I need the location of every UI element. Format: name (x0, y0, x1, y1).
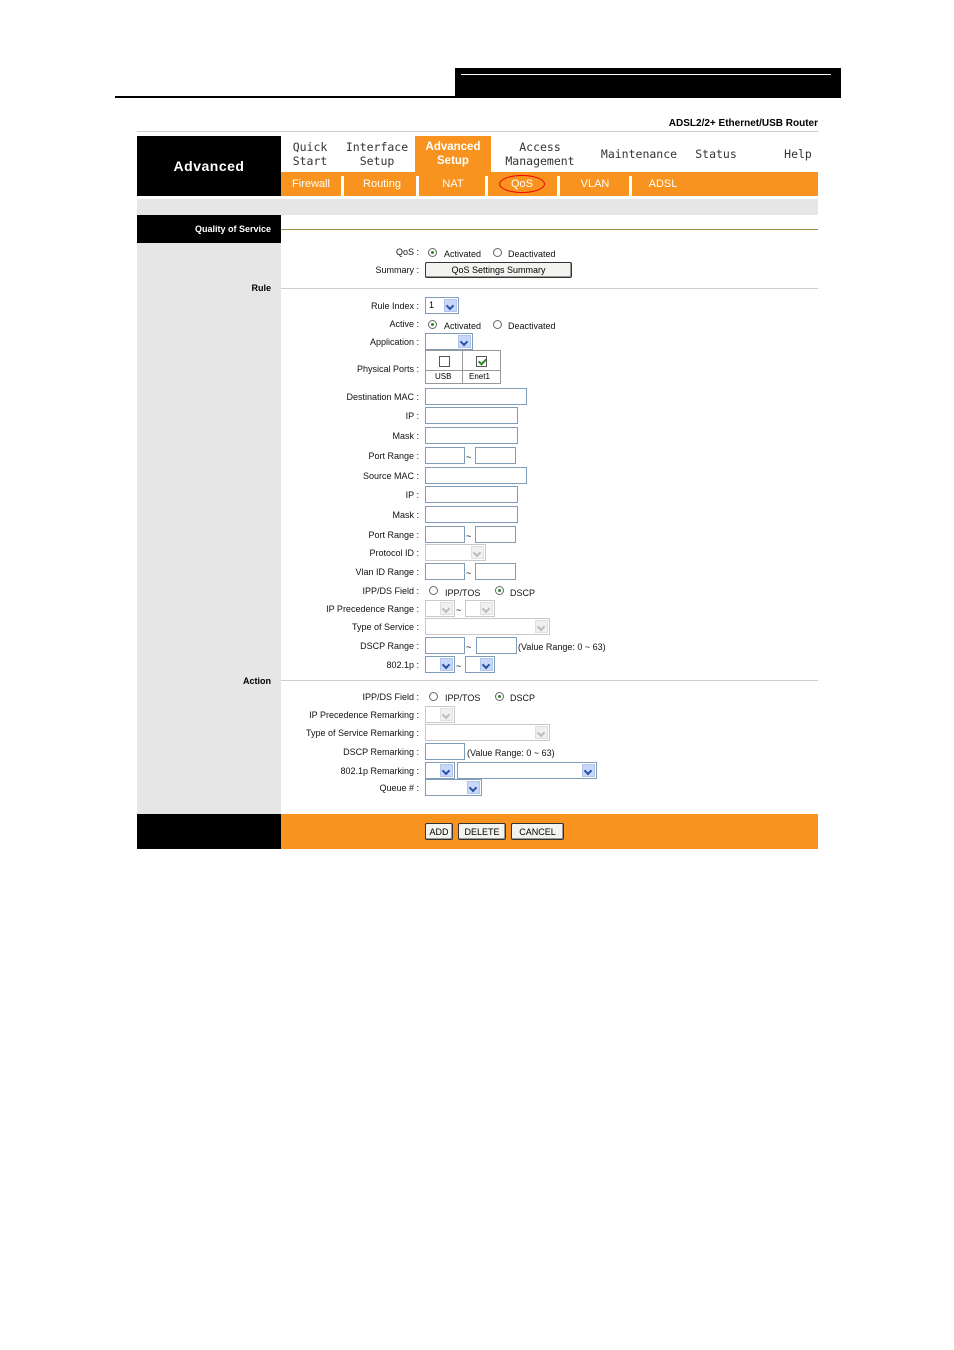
vlan-id-range-label: Vlan ID Range : (355, 567, 419, 577)
active-deactivated-text: Deactivated (508, 321, 556, 331)
chevron-down-icon (440, 658, 453, 671)
ip-precedence-start-select[interactable] (425, 600, 455, 617)
dest-mac-input[interactable] (425, 388, 527, 405)
chevron-down-icon (458, 335, 471, 348)
action-pptos-text: IPP/TOS (445, 693, 481, 703)
chevron-down-icon (471, 546, 484, 559)
dscp-remarking-hint: (Value Range: 0 ~ 63) (467, 748, 555, 758)
chevron-down-icon (440, 764, 453, 777)
left-panel (137, 215, 281, 814)
range-separator: ~ (456, 661, 462, 671)
cancel-button[interactable]: CANCEL (511, 823, 564, 840)
rule-index-value: 1 (429, 300, 435, 310)
subtab-firewall[interactable]: Firewall (292, 178, 330, 190)
chevron-down-icon (444, 299, 457, 312)
dscp-range-hint: (Value Range: 0 ~ 63) (518, 642, 606, 652)
dscp-remarking-input[interactable] (425, 743, 465, 760)
tab-interface-setup[interactable] (339, 136, 415, 172)
tos-remarking-select[interactable] (425, 724, 550, 741)
port-usb-checkbox[interactable] (439, 356, 450, 367)
ip-precedence-remarking-label: IP Precedence Remarking : (309, 710, 419, 720)
dscp-start-input[interactable] (425, 637, 465, 654)
8021p-remarking-label: 802.1p Remarking : (340, 766, 419, 776)
ip-precedence-end-select[interactable] (465, 600, 495, 617)
dest-ip-label: IP : (405, 411, 419, 421)
range-separator: ~ (466, 531, 472, 541)
src-port-start-input[interactable] (425, 526, 465, 543)
protocol-id-label: Protocol ID : (369, 548, 419, 558)
tab-label-line2: Setup (359, 154, 395, 168)
8021p-remarking-select[interactable] (425, 762, 455, 779)
document-header-bar (455, 68, 841, 96)
range-separator: ~ (466, 642, 472, 652)
chevron-down-icon (480, 602, 493, 615)
chevron-down-icon (582, 764, 595, 777)
dscp-range-label: DSCP Range : (360, 641, 419, 651)
action-divider (281, 680, 818, 681)
rule-index-label: Rule Index : (370, 301, 419, 311)
application-select[interactable] (425, 333, 473, 350)
action-section-label: Action (243, 676, 271, 686)
8021p-end-select[interactable] (465, 656, 495, 673)
action-dscp-text: DSCP (510, 693, 536, 703)
physical-ports-table (425, 350, 501, 384)
rule-divider (281, 288, 818, 289)
src-ip-label: IP : (405, 490, 419, 500)
tab-label: Status (695, 147, 737, 161)
title-rule (281, 229, 818, 230)
action-pptos-radio[interactable] (429, 692, 438, 701)
tab-label-line1: Access (519, 140, 561, 154)
tos-remarking-label: Type of Service Remarking : (305, 728, 419, 738)
port-enet1-label: Enet1 (469, 372, 490, 381)
rule-pptos-text: IPP/TOS (445, 588, 481, 598)
rule-index-select[interactable] (425, 297, 459, 314)
rule-ippds-label: IPP/DS Field : (362, 586, 419, 596)
src-mac-label: Source MAC : (362, 471, 419, 481)
tab-help[interactable] (771, 136, 825, 172)
8021p-label: 802.1p : (386, 660, 419, 670)
port-cell-divider (426, 370, 463, 371)
src-ip-input[interactable] (425, 486, 518, 503)
page-title: Quality of Service (137, 215, 281, 243)
product-divider (137, 131, 818, 132)
subtab-routing[interactable]: Routing (363, 178, 401, 190)
rule-dscp-radio[interactable] (495, 586, 504, 595)
tab-label-line1: Quick (292, 140, 328, 154)
port-usb-label: USB (435, 372, 452, 381)
delete-button[interactable]: DELETE (458, 823, 506, 840)
active-label: Active : (389, 319, 419, 329)
tab-status[interactable] (689, 136, 743, 172)
ip-precedence-range-label: IP Precedence Range : (326, 604, 419, 614)
document-header-rule (115, 96, 841, 98)
dscp-end-input[interactable] (476, 637, 517, 654)
src-mac-input[interactable] (425, 467, 527, 484)
port-usb-cell (426, 351, 463, 383)
queue-select[interactable] (425, 779, 482, 796)
chevron-down-icon (440, 708, 453, 721)
qos-activated-text: Activated (444, 249, 482, 259)
type-of-service-select[interactable] (425, 618, 550, 635)
chevron-down-icon (535, 620, 548, 633)
dest-port-end-input[interactable] (475, 447, 516, 464)
chevron-down-icon (535, 726, 548, 739)
dest-mask-input[interactable] (425, 427, 518, 444)
tab-quick-start[interactable] (281, 136, 339, 172)
type-of-service-label: Type of Service : (351, 622, 419, 632)
tab-label-line2: Management (505, 154, 575, 168)
tab-label-line2: Setup (437, 155, 469, 167)
qos-settings-summary-button[interactable]: QoS Settings Summary (425, 262, 572, 278)
tab-label-line1: Interface (345, 140, 409, 154)
active-activated-radio[interactable] (428, 320, 437, 329)
rule-dscp-text: DSCP (510, 588, 536, 598)
tab-label-line2: Start (292, 154, 328, 168)
range-separator: ~ (466, 568, 472, 578)
qos-deactivated-text: Deactivated (508, 249, 556, 259)
port-enet1-cell (463, 351, 500, 383)
queue-label: Queue # : (379, 783, 419, 793)
src-mask-label: Mask : (392, 510, 419, 520)
add-button[interactable]: ADD (425, 823, 453, 840)
dest-mac-label: Destination MAC : (346, 392, 419, 402)
tab-label: Help (784, 147, 812, 161)
active-activated-text: Activated (444, 321, 482, 331)
8021p-remarking-value-select[interactable] (457, 762, 597, 779)
document-header-line (461, 74, 831, 75)
qos-label: QoS : (395, 247, 419, 257)
qos-activated-radio[interactable] (428, 248, 437, 257)
subtab-vlan[interactable]: VLAN (580, 178, 610, 190)
spacer-band (137, 199, 818, 215)
subtab-qos[interactable]: QoS (510, 178, 533, 190)
dest-port-start-input[interactable] (425, 447, 465, 464)
src-port-range-label: Port Range : (368, 530, 419, 540)
qos-deactivated-radio[interactable] (493, 248, 502, 257)
action-dscp-radio[interactable] (495, 692, 504, 701)
application-label: Application : (369, 337, 419, 347)
qos-highlight-circle (499, 175, 545, 193)
port-enet1-checkbox[interactable] (476, 356, 487, 367)
dscp-remarking-label: DSCP Remarking : (343, 747, 419, 757)
rule-section-label: Rule (251, 283, 271, 293)
chevron-down-icon (467, 781, 480, 794)
ip-precedence-remarking-select[interactable] (425, 706, 455, 723)
subtab-nat[interactable]: NAT (442, 178, 464, 190)
active-deactivated-radio[interactable] (493, 320, 502, 329)
vlan-end-input[interactable] (475, 563, 516, 580)
summary-label: Summary : (375, 265, 419, 275)
tab-label: Maintenance (600, 147, 678, 161)
vlan-start-input[interactable] (425, 563, 465, 580)
src-mask-input[interactable] (425, 506, 518, 523)
port-cell-divider (463, 370, 500, 371)
range-separator: ~ (466, 452, 472, 462)
tab-access-management[interactable] (491, 136, 589, 172)
dest-ip-input[interactable] (425, 407, 518, 424)
src-port-end-input[interactable] (475, 526, 516, 543)
tab-maintenance[interactable] (589, 136, 689, 172)
dest-mask-label: Mask : (392, 431, 419, 441)
tab-label-line1: Advanced (425, 141, 481, 153)
physical-ports-label: Physical Ports : (356, 364, 419, 374)
tab-advanced-setup[interactable] (415, 136, 491, 172)
protocol-id-select[interactable] (425, 544, 486, 561)
action-ippds-label: IPP/DS Field : (362, 692, 419, 702)
chevron-down-icon (480, 658, 493, 671)
subtab-adsl[interactable]: ADSL (648, 178, 678, 190)
rule-pptos-radio[interactable] (429, 586, 438, 595)
chevron-down-icon (440, 602, 453, 615)
product-name: ADSL2/2+ Ethernet/USB Router (668, 118, 818, 129)
footer-left (137, 814, 281, 849)
8021p-start-select[interactable] (425, 656, 455, 673)
range-separator: ~ (456, 605, 462, 615)
dest-port-range-label: Port Range : (368, 451, 419, 461)
section-title: Advanced (137, 136, 281, 196)
